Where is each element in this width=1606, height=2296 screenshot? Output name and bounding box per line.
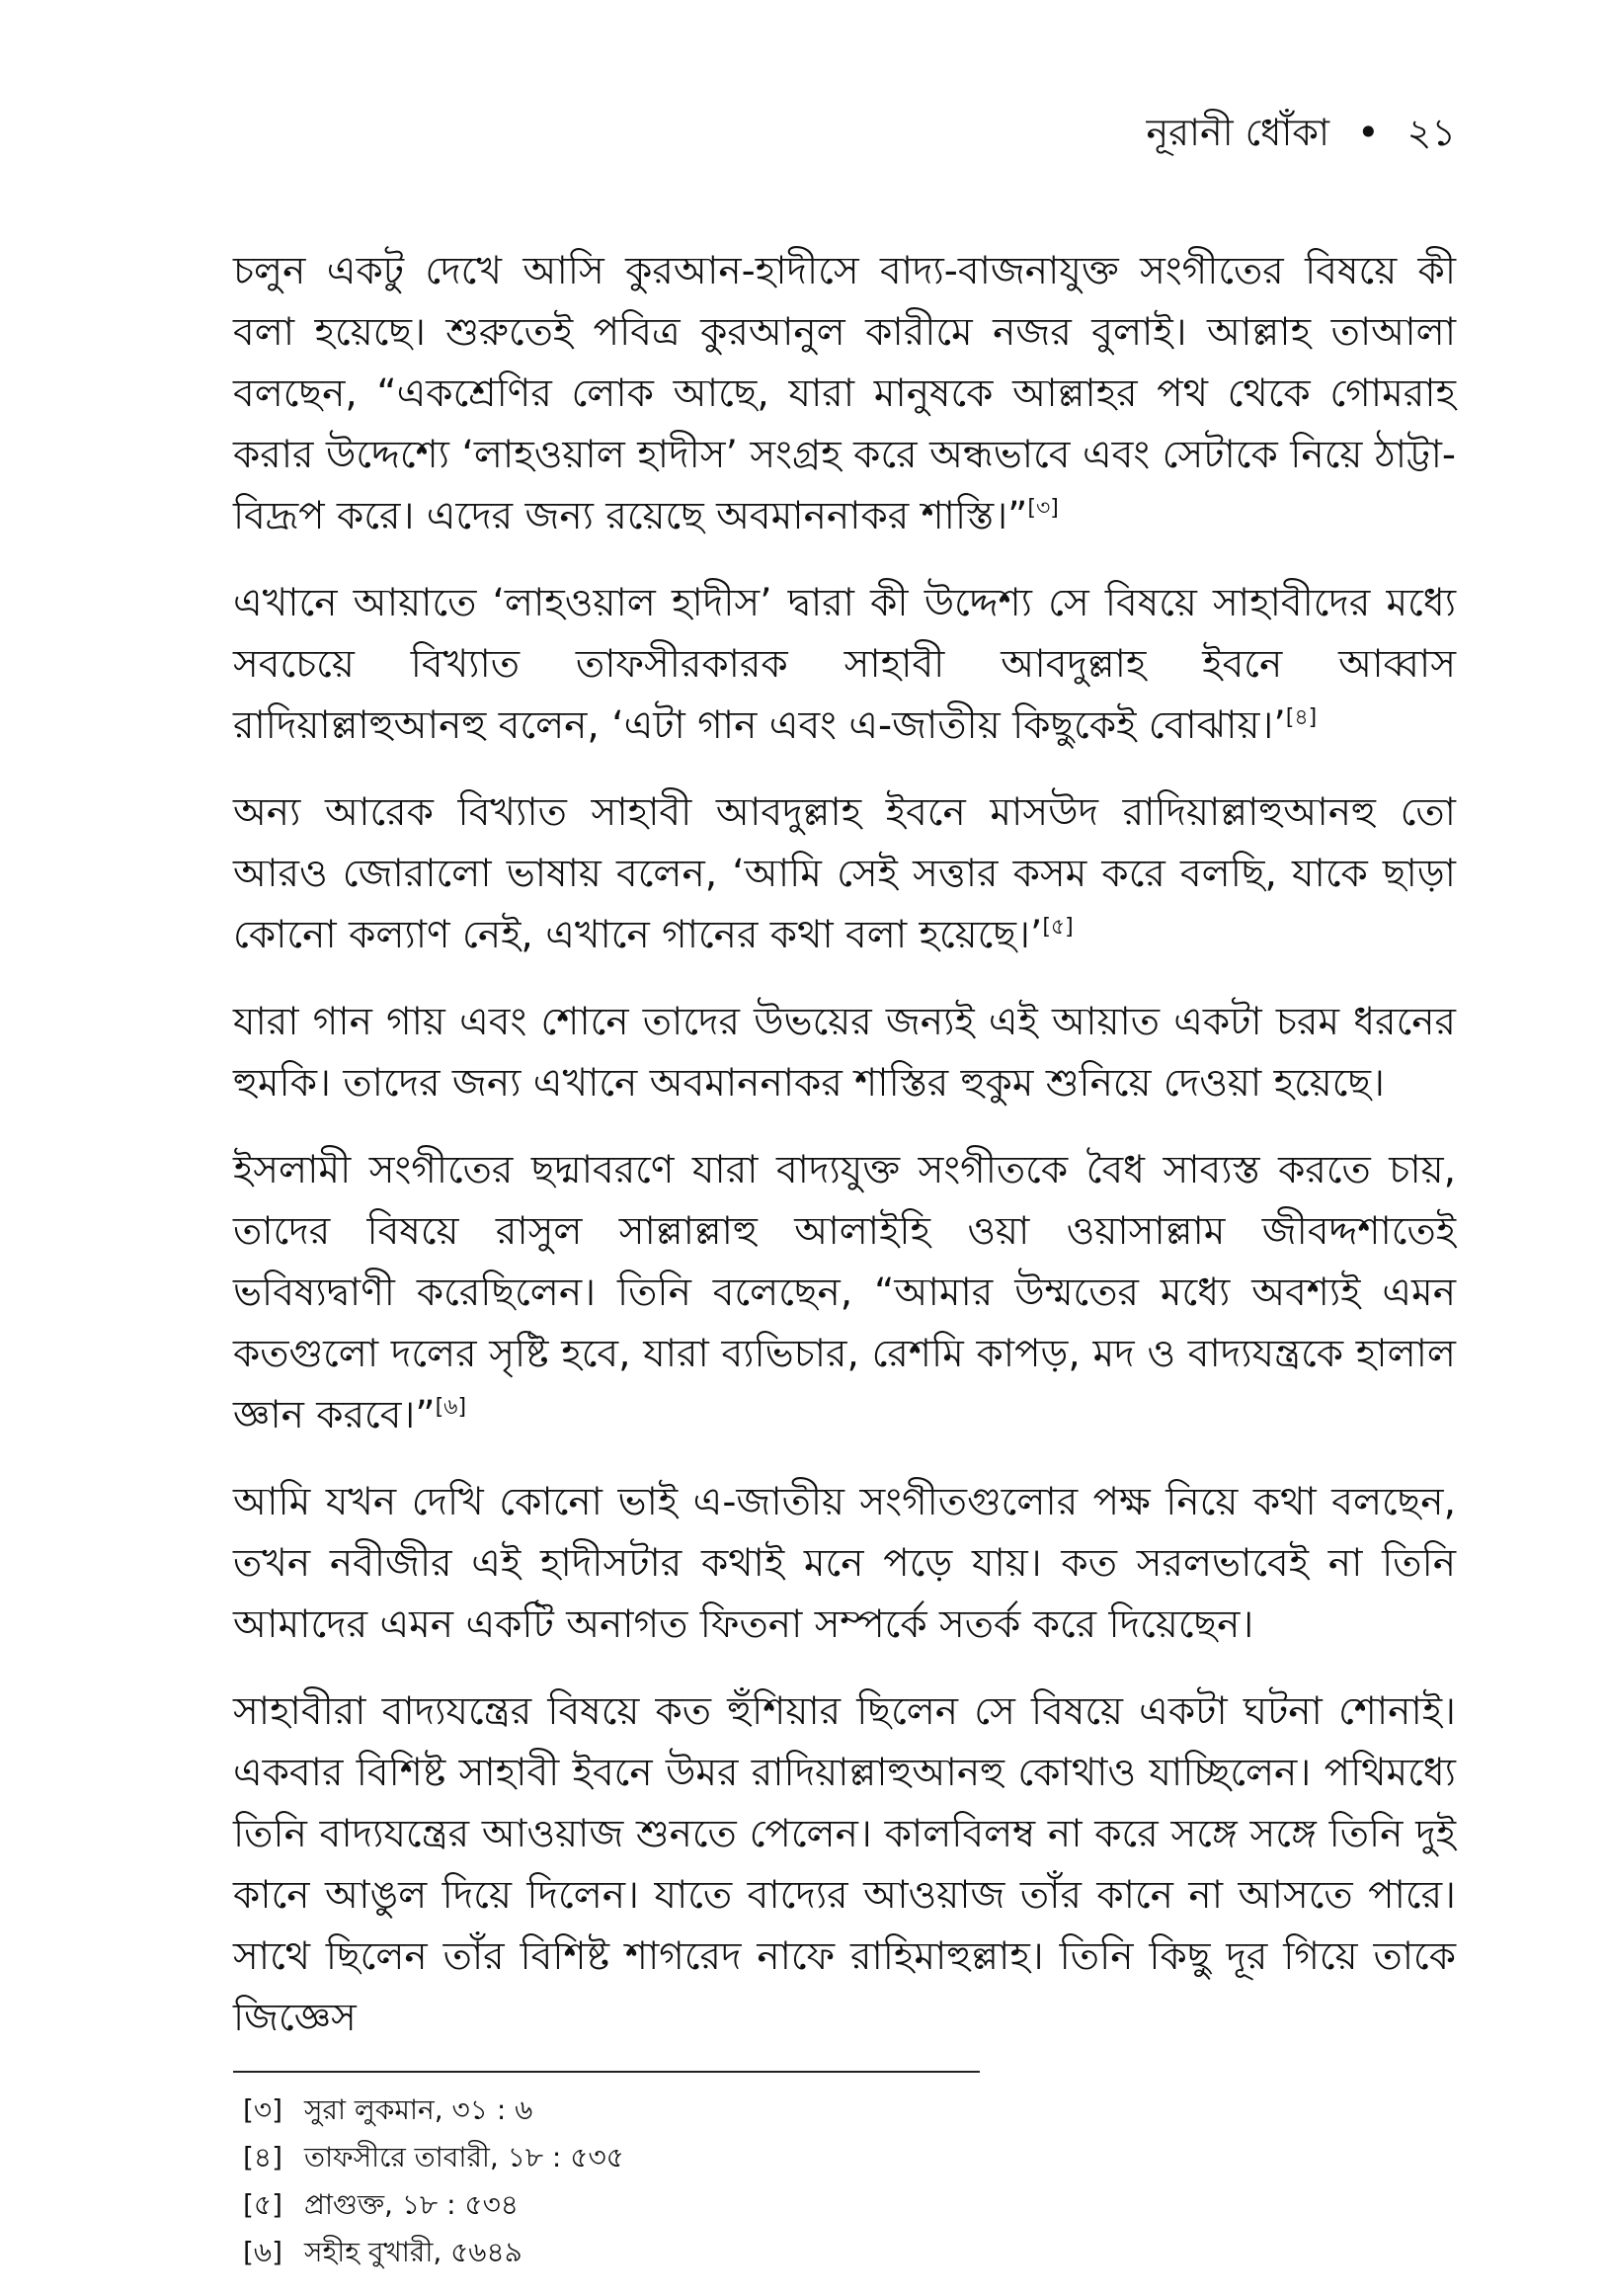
paragraph-text: ইসলামী সংগীতের ছদ্মাবরণে যারা বাদ্যযুক্ত সংগীতকে বৈধ সাব্যস্ত করতে চায়, তাদের বিষয়ে রাসুল সাল্লাল্লাহু আলাইহি ওয়া ওয়াসাল্লাম জীবদ্দশাতেই ভবিষ্যদ্বাণী করেছিলেন। তিনি বলেছেন, “আমার উম্মতের মধ্যে অবশ্যই এমন কতগুলো দলের সৃষ্টি হবে, যারা ব্যভিচার, রেশমি কাপড়, মদ ও বাদ্যযন্ত্রকে হালাল জ্ঞান করবে।” [233,1148,1456,1437]
book-title: নূরানী ধোঁকা [1146,111,1330,154]
paragraph [233,1472,1456,1656]
body-text [233,241,1456,2075]
header-separator: • [1357,111,1380,154]
footnote-reference: [৬] [435,1395,467,1420]
page-number: ২১ [1406,111,1456,154]
footnote-marker: [৬] [243,2236,283,2268]
paragraph-text: এখানে আয়াতে ‘লাহওয়াল হাদীস’ দ্বারা কী উদ্দেশ্য সে বিষয়ে সাহাবীদের মধ্যে সবচেয়ে বিখ্যাত তাফসীরকারক সাহাবী আবদুল্লাহ ইবনে আব্বাস রাদিয়াল্লাহুআনহু বলেন, ‘এটা গান এবং এ-জাতীয় কিছুকেই বোঝায়।’ [233,581,1456,748]
paragraph-text: চলুন একটু দেখে আসি কুরআন-হাদীসে বাদ্য-বাজনাযুক্ত সংগীতের বিষয়ে কী বলা হয়েছে। শুরুতেই পবিত্র কুরআনুল কারীমে নজর বুলাই। আল্লাহ তাআলা বলছেন, “একশ্রেণির লোক আছে, যারা মানুষকে আল্লাহর পথ থেকে গোমরাহ করার উদ্দেশ্যে ‘লাহওয়াল হাদীস’ সংগ্রহ করে অন্ধভাবে এবং সেটাকে নিয়ে ঠাট্টা-বিদ্রূপ করে। এদের জন্য রয়েছে অবমাননাকর শাস্তি।” [233,249,1456,538]
paragraph-text: সাহাবীরা বাদ্যযন্ত্রের বিষয়ে কত হুঁশিয়ার ছিলেন সে বিষয়ে একটা ঘটনা শোনাই। একবার বিশিষ্ট সাহাবী ইবনে উমর রাদিয়াল্লাহুআনহু কোথাও যাচ্ছিলেন। পথিমধ্যে তিনি বাদ্যযন্ত্রের আওয়াজ শুনতে পেলেন। কালবিলম্ব না করে সঙ্গে সঙ্গে তিনি দুই কানে আঙুল দিয়ে দিলেন। যাতে বাদ্যের আওয়াজ তাঁর কানে না আসতে পারে। সাথে ছিলেন তাঁর বিশিষ্ট শাগরেদ নাফে রাহিমাহুল্লাহ। তিনি কিছু দূর গিয়ে তাকে জিজ্ঞেস [233,1689,1456,2040]
footnote [243,2087,1428,2134]
footnote-text: সুরা লুকমান, ৩১ : ৬ [304,2093,533,2126]
paragraph-text: অন্য আরেক বিখ্যাত সাহাবী আবদুল্লাহ ইবনে মাসউদ রাদিয়াল্লাহুআনহু তো আরও জোরালো ভাষায় বলেন, ‘আমি সেই সত্তার কসম করে বলছি, যাকে ছাড়া কোনো কল্যাণ নেই, এখানে গানের কথা বলা হয়েছে।’ [233,790,1456,957]
paragraph [233,992,1456,1114]
footnotes [243,2087,1428,2276]
footnote-divider [233,2071,980,2073]
running-header [1146,111,1456,156]
paragraph-text: আমি যখন দেখি কোনো ভাই এ-জাতীয় সংগীতগুলোর পক্ষ নিয়ে কথা বলছেন, তখন নবীজীর এই হাদীসটার কথাই মনে পড়ে যায়। কত সরলভাবেই না তিনি আমাদের এমন একটি অনাগত ফিতনা সম্পর্কে সতর্ক করে দিয়েছেন। [233,1480,1456,1647]
paragraph-text: যারা গান গায় এবং শোনে তাদের উভয়ের জন্যই এই আয়াত একটা চরম ধরনের হুমকি। তাদের জন্য এখানে অবমাননাকর শাস্তির হুকুম শুনিয়ে দেওয়া হয়েছে। [233,1000,1456,1106]
footnote [243,2229,1428,2276]
paragraph [233,782,1456,966]
paragraph [233,1681,1456,2049]
footnote-reference: [৩] [1027,496,1059,521]
footnote-reference: [৫] [1042,915,1074,940]
footnote [243,2134,1428,2181]
footnote-marker: [৪] [243,2141,283,2173]
footnote-text: প্রাগুক্ত, ১৮ : ৫৩৪ [304,2188,519,2221]
paragraph [233,573,1456,757]
footnote-text: সহীহ বুখারী, ৫৬৪৯ [304,2236,522,2268]
footnote-marker: [৩] [243,2093,283,2126]
footnote-marker: [৫] [243,2188,283,2221]
footnote-reference: [৪] [1285,705,1318,730]
paragraph [233,241,1456,547]
footnote [243,2181,1428,2229]
footnote-text: তাফসীরে তাবারী, ১৮ : ৫৩৫ [304,2141,624,2173]
paragraph [233,1140,1456,1446]
